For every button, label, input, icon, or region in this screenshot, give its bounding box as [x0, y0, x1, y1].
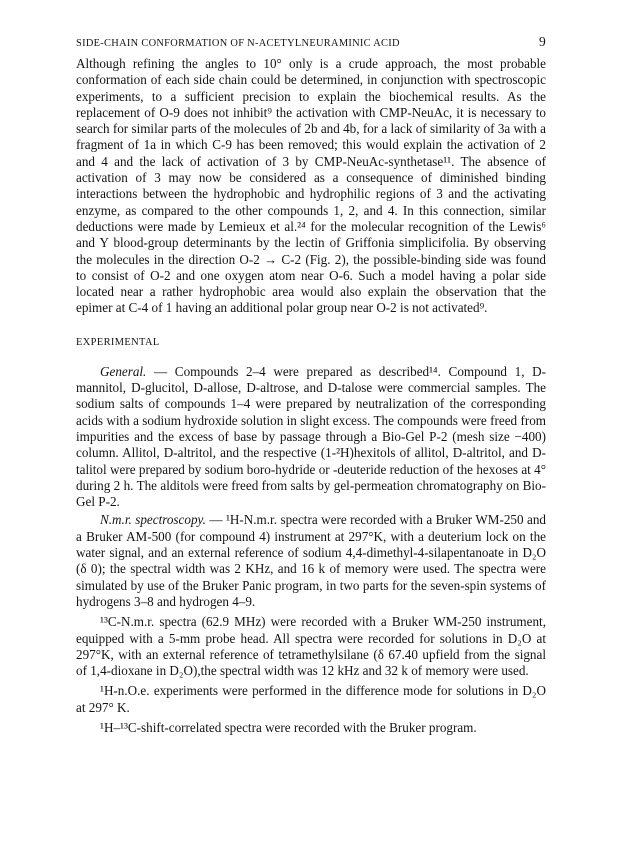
- discussion-paragraph: Although refining the angles to 10° only is a crude approach, the most probable conformation of each side chain could be determined, in conjunction with spectroscopic experiments, to a sufficient precision to explain the biochemical results. As the replacement of O-9 does not inhibit⁹ the activation with CMP-NeuAc, it is necessary to search for similar parts of the molecules of 2b and 4b, for a lack of similarity of 3a with a fragment of 1a in which C-9 has been removed; this would explain the activation of 2 and 4 and the lack of activation of 3 by CMP-NeuAc-synthetase¹¹. The absence of activation of 3 may now be considered as a consequence of diminished binding interactions between the hydrophobic and hydrophilic regions of 3 and the activating enzyme, as compared to the other compounds 1, 2, and 4. In this connection, similar deductions were made by Lemieux et al.²⁴ for the molecular recognition of the Lewis⁶ and Y blood-group determinants by the lectin of Griffonia simplicifolia. By observing the molecules in the direction O-2 → C-2 (Fig. 2), the possible-binding side was found to consist of O-2 and one oxygen atom near O-6. Such a model having a polar side located near a rather hydrophobic area would also explain the observation that the epimer at C-4 of 1 having an additional polar group near O-2 is not activated⁹.: [76, 56, 546, 316]
- general-lead: General.: [100, 363, 147, 379]
- general-paragraph: [76, 364, 546, 511]
- nmr-lead: N.m.r. spectroscopy.: [100, 512, 206, 528]
- journal-page: [76, 34, 546, 736]
- page-number: 9: [538, 34, 546, 49]
- nmr-paragraph: [76, 512, 546, 610]
- running-head: [76, 34, 546, 56]
- general-text: — Compounds 2–4 were prepared as described¹⁴. Compound 1, D-mannitol, D-glucitol, D-allose, D-altrose, and D-talose were commercial samples. The sodium salts of compounds 1–4 were prepared by neutralization of the corresponding acids with a sodium hydroxide solution in slight excess. The compounds were freed from impurities and the excess of base by passage through a Bio-Gel P-2 (mesh size −400) column. Allitol, D-altritol, and the respective (1-²H)hexitols of allitol, D-altritol, and D-talitol were prepared by sodium boro-hydride or -deuteride reduction of the hexoses at 4° during 2 h. The alditols were freed from salts by gel-permeation chromatography on Bio-Gel P-2.: [76, 363, 546, 510]
- nmr-text: — ¹H-N.m.r. spectra were recorded with a Bruker WM-250 and a Bruker AM-500 (for compound 4) instrument at 297°K, with a deuterium lock on the water signal, and an external reference of sodium 4,4-dimethyl-4-silapentanoate in D₂O (δ 0); the spectral width was 2 KHz, and 16 k of memory were used. The spectra were simulated by use of the Bruker Panic program, in two parts for the seven-spin systems of hydrogens 3–8 and hydrogen 4–9.: [76, 512, 546, 609]
- shift-correlation-paragraph: ¹H–¹³C-shift-correlated spectra were recorded with the Bruker program.: [100, 719, 477, 735]
- c13-nmr-paragraph: ¹³C-N.m.r. spectra (62.9 MHz) were recorded with a Bruker WM-250 instrument, equipped with a 5-mm probe head. All spectra were recorded for solutions in D₂O at 297°K, with an external reference of tetramethylsilane (δ 67.40 upfield from the signal of 1,4-dioxane in D₂O),the spectral width was 12 kHz and 32 k of memory were used.: [76, 614, 546, 679]
- noe-paragraph: ¹H-n.O.e. experiments were performed in the difference mode for solutions in D₂O at 297° K.: [76, 683, 546, 715]
- section-heading: EXPERIMENTAL: [76, 336, 160, 348]
- running-title: SIDE-CHAIN CONFORMATION OF N-ACETYLNEURAMINIC ACID: [76, 38, 400, 49]
